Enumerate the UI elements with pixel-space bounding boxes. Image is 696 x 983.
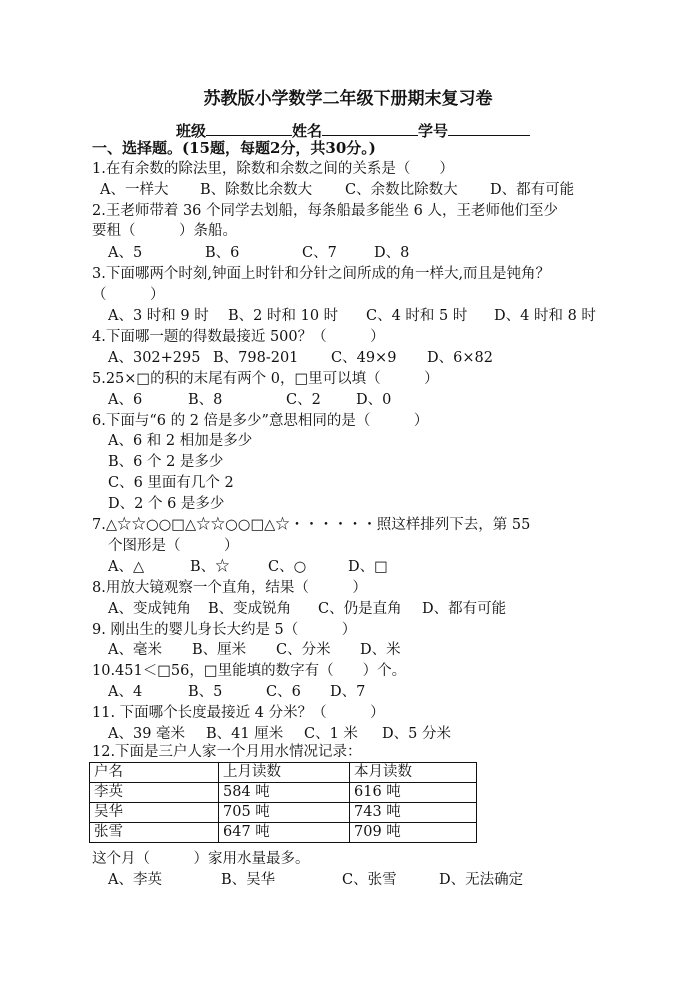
q4-option-b[interactable]: B、798-201 — [213, 350, 299, 366]
table-row — [90, 803, 477, 823]
q1-stem: 1.在有余数的除法里，除数和余数之间的关系是（ ） — [92, 161, 454, 177]
q11-option-a[interactable]: A、39 毫米 — [108, 726, 186, 742]
q12-options — [108, 870, 523, 890]
id-label: 学号 — [418, 122, 449, 140]
q12-stem: 12.下面是三户人家一个月用水情况记录： — [92, 744, 362, 760]
q10-option-c[interactable]: C、6 — [266, 684, 301, 700]
table-header-cell: 户名 — [90, 763, 219, 783]
class-label: 班级 — [176, 122, 207, 140]
q10-option-a[interactable]: A、4 — [108, 684, 143, 700]
q10-options — [108, 682, 365, 702]
q12-option-c[interactable]: C、张雪 — [342, 872, 397, 888]
q5-option-b[interactable]: B、8 — [188, 392, 223, 408]
q12-followup: 这个月（ ）家用水量最多。 — [92, 851, 310, 867]
q6-option-b[interactable]: B、6 个 2 是多少 — [108, 454, 224, 470]
q5-option-a[interactable]: A、6 — [108, 392, 143, 408]
table-cell: 李英 — [90, 783, 219, 803]
table-row — [90, 783, 477, 803]
q11-option-d[interactable]: D、5 分米 — [382, 726, 451, 742]
q9-option-a[interactable]: A、毫米 — [108, 642, 162, 658]
q4-option-c[interactable]: C、49×9 — [331, 350, 397, 366]
q4-option-d[interactable]: D、6×82 — [427, 350, 493, 366]
q8-option-c[interactable]: C、仍是直角 — [318, 601, 402, 617]
q11-stem: 11. 下面哪个长度最接近 4 分米？（ ） — [92, 705, 385, 721]
q1-option-d[interactable]: D、都有可能 — [490, 182, 575, 198]
q10-stem: 10.451＜□56，□里能填的数字有（ ）个。 — [92, 663, 407, 679]
q8-options — [108, 599, 506, 619]
q3-option-a[interactable]: A、3 时和 9 时 — [108, 308, 209, 324]
table-cell: 616 吨 — [350, 783, 477, 803]
q12-option-b[interactable]: B、吴华 — [221, 872, 276, 888]
q2-option-b[interactable]: B、6 — [205, 245, 240, 261]
q3-option-c[interactable]: C、4 时和 5 时 — [366, 308, 468, 324]
q5-stem: 5.25×□的积的末尾有两个 0，□里可以填（ ） — [92, 371, 439, 387]
q2-option-a[interactable]: A、5 — [108, 245, 143, 261]
q12-option-d[interactable]: D、无法确定 — [439, 872, 524, 888]
table-header-cell: 本月读数 — [350, 763, 477, 783]
q7-options — [108, 557, 388, 577]
q4-stem: 4.下面哪一题的得数最接近 500？（ ） — [92, 329, 385, 345]
table-cell: 743 吨 — [350, 803, 477, 823]
q3-option-b[interactable]: B、2 时和 10 时 — [228, 308, 339, 324]
q1-options — [100, 180, 574, 200]
q8-stem: 8.用放大镜观察一个直角，结果（ ） — [92, 580, 367, 596]
q11-option-b[interactable]: B、41 厘米 — [206, 726, 284, 742]
q3-stem: 3.下面哪两个时刻,钟面上时针和分针之间所成的角一样大,而且是钝角？ — [92, 266, 551, 282]
q2-stem-cont: 要租（ ）条船。 — [92, 223, 237, 239]
q10-option-d[interactable]: D、7 — [330, 684, 366, 700]
q7-option-c[interactable]: C、○ — [268, 559, 307, 575]
q3-stem-cont: （ ） — [92, 287, 165, 303]
q9-option-c[interactable]: C、分米 — [276, 642, 331, 658]
section-heading: 一、选择题。(15题，每题2分，共30分。) — [92, 139, 376, 157]
table-cell: 705 吨 — [219, 803, 350, 823]
q8-option-a[interactable]: A、变成钝角 — [108, 601, 191, 617]
table-cell: 647 吨 — [219, 823, 350, 843]
q7-stem-cont: 个图形是（ ） — [108, 538, 239, 554]
q8-option-d[interactable]: D、都有可能 — [422, 601, 507, 617]
class-blank[interactable] — [206, 119, 292, 136]
q2-option-c[interactable]: C、7 — [302, 245, 337, 261]
name-label: 姓名 — [292, 122, 323, 140]
q4-option-a[interactable]: A、302+295 — [108, 350, 201, 366]
table-header-row — [90, 763, 477, 783]
table-cell: 张雪 — [90, 823, 219, 843]
table-row — [90, 823, 477, 843]
q9-option-b[interactable]: B、厘米 — [192, 642, 247, 658]
table-header-cell: 上月读数 — [219, 763, 350, 783]
q7-stem: 7.△☆☆○○□△☆☆○○□△☆・・・・・・照这样排列下去，第 55 — [92, 517, 531, 533]
q2-option-d[interactable]: D、8 — [374, 245, 410, 261]
q8-option-b[interactable]: B、变成锐角 — [208, 601, 292, 617]
q7-option-a[interactable]: A、△ — [108, 559, 145, 575]
q5-option-c[interactable]: C、2 — [286, 392, 321, 408]
table-cell: 709 吨 — [350, 823, 477, 843]
table-cell: 吴华 — [90, 803, 219, 823]
name-blank[interactable] — [322, 119, 418, 136]
q6-stem: 6.下面与“6 的 2 倍是多少”意思相同的是（ ） — [92, 413, 429, 429]
q4-options — [108, 348, 493, 368]
q3-options — [108, 306, 596, 326]
q7-option-b[interactable]: B、☆ — [190, 559, 230, 575]
q10-option-b[interactable]: B、5 — [188, 684, 223, 700]
q5-options — [108, 390, 391, 410]
page-title: 苏教版小学数学二年级下册期末复习卷 — [203, 89, 493, 109]
q2-options — [108, 243, 409, 263]
q3-option-d[interactable]: D、4 时和 8 时 — [494, 308, 596, 324]
q9-option-d[interactable]: D、米 — [360, 642, 401, 658]
q1-option-b[interactable]: B、除数比余数大 — [200, 182, 313, 198]
q9-options — [108, 640, 401, 660]
q2-stem: 2.王老师带着 36 个同学去划船，每条船最多能坐 6 人，王老师他们至少 — [92, 203, 558, 219]
q12-option-a[interactable]: A、李英 — [108, 872, 162, 888]
q7-option-d[interactable]: D、□ — [348, 559, 388, 575]
q1-option-a[interactable]: A、一样大 — [100, 182, 169, 198]
q6-option-c[interactable]: C、6 里面有几个 2 — [108, 475, 234, 491]
table-cell: 584 吨 — [219, 783, 350, 803]
q5-option-d[interactable]: D、0 — [356, 392, 392, 408]
q6-option-d[interactable]: D、2 个 6 是多少 — [108, 496, 225, 512]
id-blank[interactable] — [448, 119, 530, 136]
q1-option-c[interactable]: C、余数比除数大 — [345, 182, 458, 198]
q11-option-c[interactable]: C、1 米 — [304, 726, 358, 742]
q6-option-a[interactable]: A、6 和 2 相加是多少 — [108, 433, 253, 449]
q9-stem: 9. 刚出生的婴儿身长大约是 5（ ） — [92, 622, 357, 638]
q11-options — [108, 724, 451, 744]
water-usage-table — [89, 762, 477, 843]
